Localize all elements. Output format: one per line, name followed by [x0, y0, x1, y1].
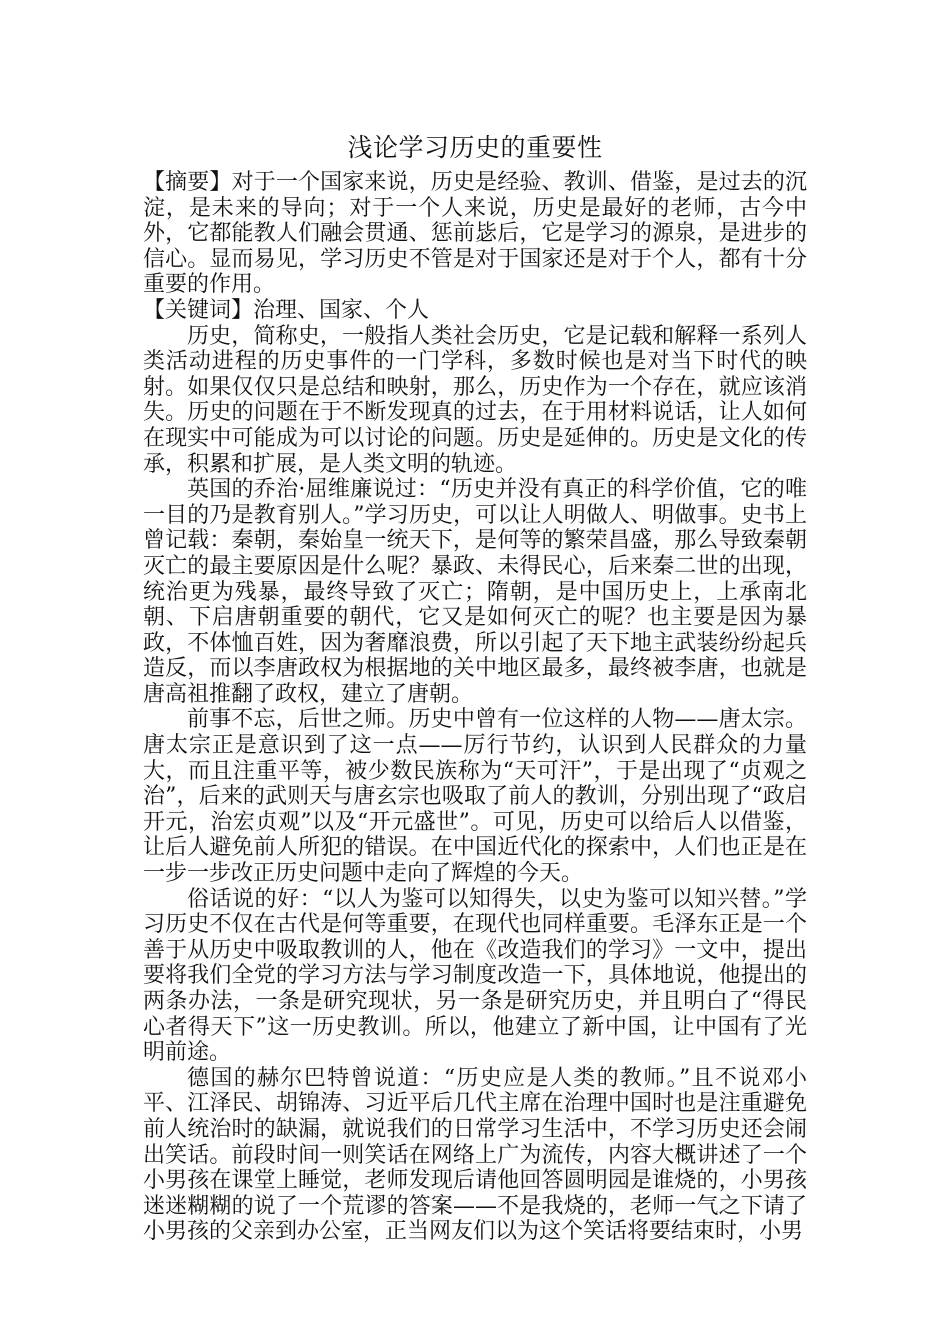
body-paragraph-2: 英国的乔治·屈维廉说过：“历史并没有真正的科学价值，它的唯一目的乃是教育别人。”学习历史，可以让人明做人、明做事。史书上曾记载：秦朝，秦始皇一统天下，是何等的繁荣昌盛，那么导致秦朝灭亡的最主要原因是什么呢？暴政、未得民心，后来秦二世的出现，统治更为残暴，最终导致了灭亡；隋朝，是中国历史上，上承南北朝、下启唐朝重要的朝代，它又是如何灭亡的呢？也主要是因为暴政，不体恤百姓，因为奢靡浪费，所以引起了天下地主武装纷纷起兵造反，而以李唐政权为根据地的关中地区最多，最终被李唐，也就是唐高祖推翻了政权，建立了唐朝。	[143, 477, 807, 707]
body-paragraph-4: 俗话说的好：“以人为鉴可以知得失，以史为鉴可以知兴替。”学习历史不仅在古代是何等重要，在现代也同样重要。毛泽东正是一个善于从历史中吸取教训的人，他在《改造我们的学习》一文中，提出要将我们全党的学习方法与学习制度改造一下，具体地说，他提出的两条办法，一条是研究现状，另一条是研究历史，并且明白了“得民心者得天下”这一历史教训。所以，他建立了新中国，让中国有了光明前途。	[143, 886, 807, 1066]
body-paragraph-5: 德国的赫尔巴特曾说道：“历史应是人类的教师。”且不说邓小平、江泽民、胡锦涛、习近平后几代主席在治理中国时也是注重避免前人统治时的缺漏，就说我们的日常学习生活中，不学习历史还会闹出笑话。前段时间一则笑话在网络上广为流传，内容大概讲述了一个小男孩在课堂上睡觉，老师发现后请他回答圆明园是谁烧的，小男孩迷迷糊糊的说了一个荒谬的答案——不是我烧的，老师一气之下请了小男孩的父亲到办公室，正当网友们以为这个笑话将要结束时，小男	[143, 1065, 807, 1245]
abstract-paragraph	[143, 170, 807, 298]
keywords-label: 【关键词】	[143, 297, 254, 323]
body-paragraph-3: 前事不忘，后世之师。历史中曾有一位这样的人物——唐太宗。唐太宗正是意识到了这一点——厉行节约，认识到人民群众的力量大，而且注重平等，被少数民族称为“天可汗”，于是出现了“贞观之治”，后来的武则天与唐玄宗也吸取了前人的教训，分别出现了“政启开元，治宏贞观”以及“开元盛世”。可见，历史可以给后人以借鉴，让后人避免前人所犯的错误。在中国近代化的探索中，人们也正是在一步一步改正历史问题中走向了辉煌的今天。	[143, 707, 807, 887]
abstract-text: 对于一个国家来说，历史是经验、教训、借鉴，是过去的沉淀，是未来的导向；对于一个人来说，历史是最好的老师，古今中外，它都能教人们融会贯通、惩前毖后，它是学习的源泉，是进步的信心。显而易见，学习历史不管是对于国家还是对于个人，都有十分重要的作用。	[143, 170, 807, 298]
abstract-label: 【摘要】	[143, 170, 232, 195]
keywords-text: 治理、国家、个人	[253, 297, 430, 323]
body-paragraph-1: 历史，简称史，一般指人类社会历史，它是记载和解释一系列人类活动进程的历史事件的一门学科，多数时候也是对当下时代的映射。如果仅仅只是总结和映射，那么，历史作为一个存在，就应该消失。历史的问题在于不断发现真的过去，在于用材料说话，让人如何在现实中可能成为可以讨论的问题。历史是延伸的。历史是文化的传承，积累和扩展，是人类文明的轨迹。	[143, 323, 807, 477]
document-title: 浅论学习历史的重要性	[347, 133, 603, 162]
document-page	[143, 128, 807, 1245]
keywords-paragraph	[143, 298, 807, 324]
